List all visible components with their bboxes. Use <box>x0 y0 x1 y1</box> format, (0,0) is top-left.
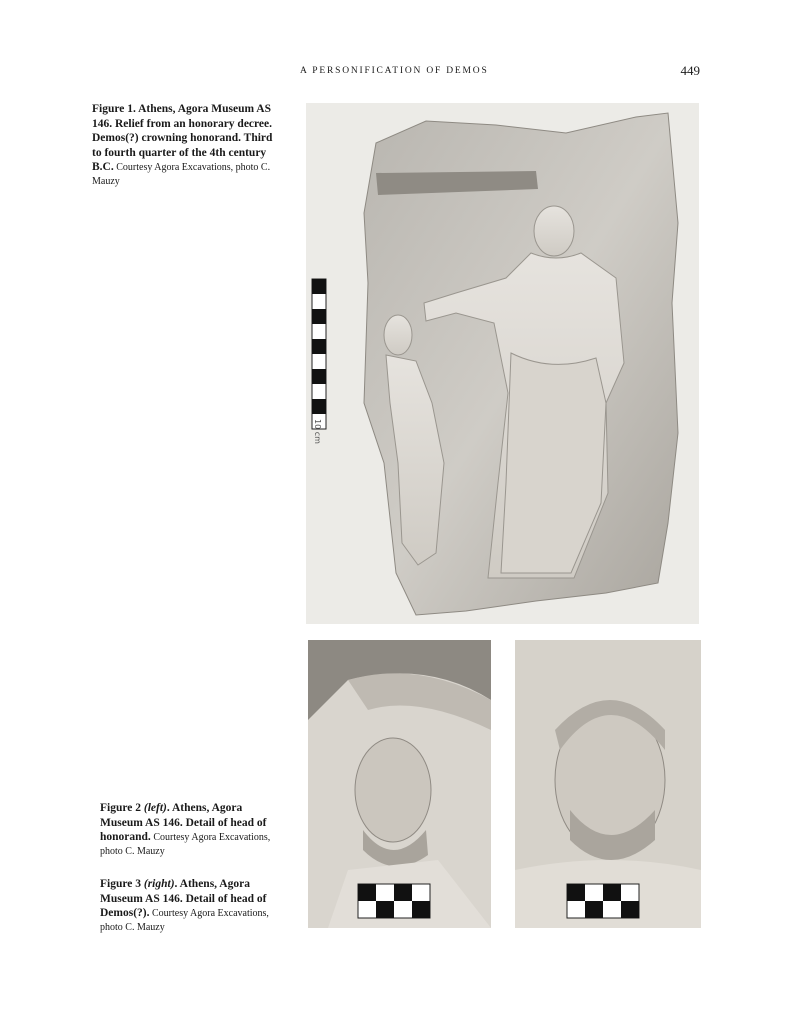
figure-3-caption-credit: Courtesy Agora Excavations, photo C. Mauzy <box>100 908 269 933</box>
page-number: 449 <box>680 63 700 78</box>
figure-3-demos-head-photo <box>515 640 701 928</box>
scale-bar-small <box>567 884 639 918</box>
figure-2-honorand-head-photo <box>308 640 491 928</box>
figure-3-caption-lead: Figure 3 (right). Athens, Agora Museum AS 146. Detail of head of Demos(?). <box>100 878 267 919</box>
figure-2-caption-lead: Figure 2 (left). Athens, Agora Museum AS 146. Detail of head of honorand. <box>100 802 267 843</box>
figure-1-relief-photo <box>306 103 699 624</box>
scale-label: 10 cm <box>313 419 322 444</box>
figure-1-caption <box>92 102 282 188</box>
figure-3-caption <box>100 877 285 934</box>
figure-2-caption-credit: Courtesy Agora Excavations, photo C. Mauzy <box>100 832 271 857</box>
figure-1-caption-lead: Figure 1. Athens, Agora Museum AS 146. Relief from an honorary decree. Demos(?) crowning honorand. Third to fourth quarter of the 4th century B.C. <box>92 103 273 173</box>
demos-head-image <box>515 640 701 928</box>
relief-image <box>306 103 699 624</box>
figure-2-caption <box>100 801 285 858</box>
running-title: A PERSONIFICATION OF DEMOS <box>300 66 489 76</box>
scale-bar-small <box>358 884 430 918</box>
scale-bar <box>312 279 326 444</box>
honorand-head-image <box>308 640 491 928</box>
figure-1-caption-credit: Courtesy Agora Excavations, photo C. Mauzy <box>92 162 271 187</box>
